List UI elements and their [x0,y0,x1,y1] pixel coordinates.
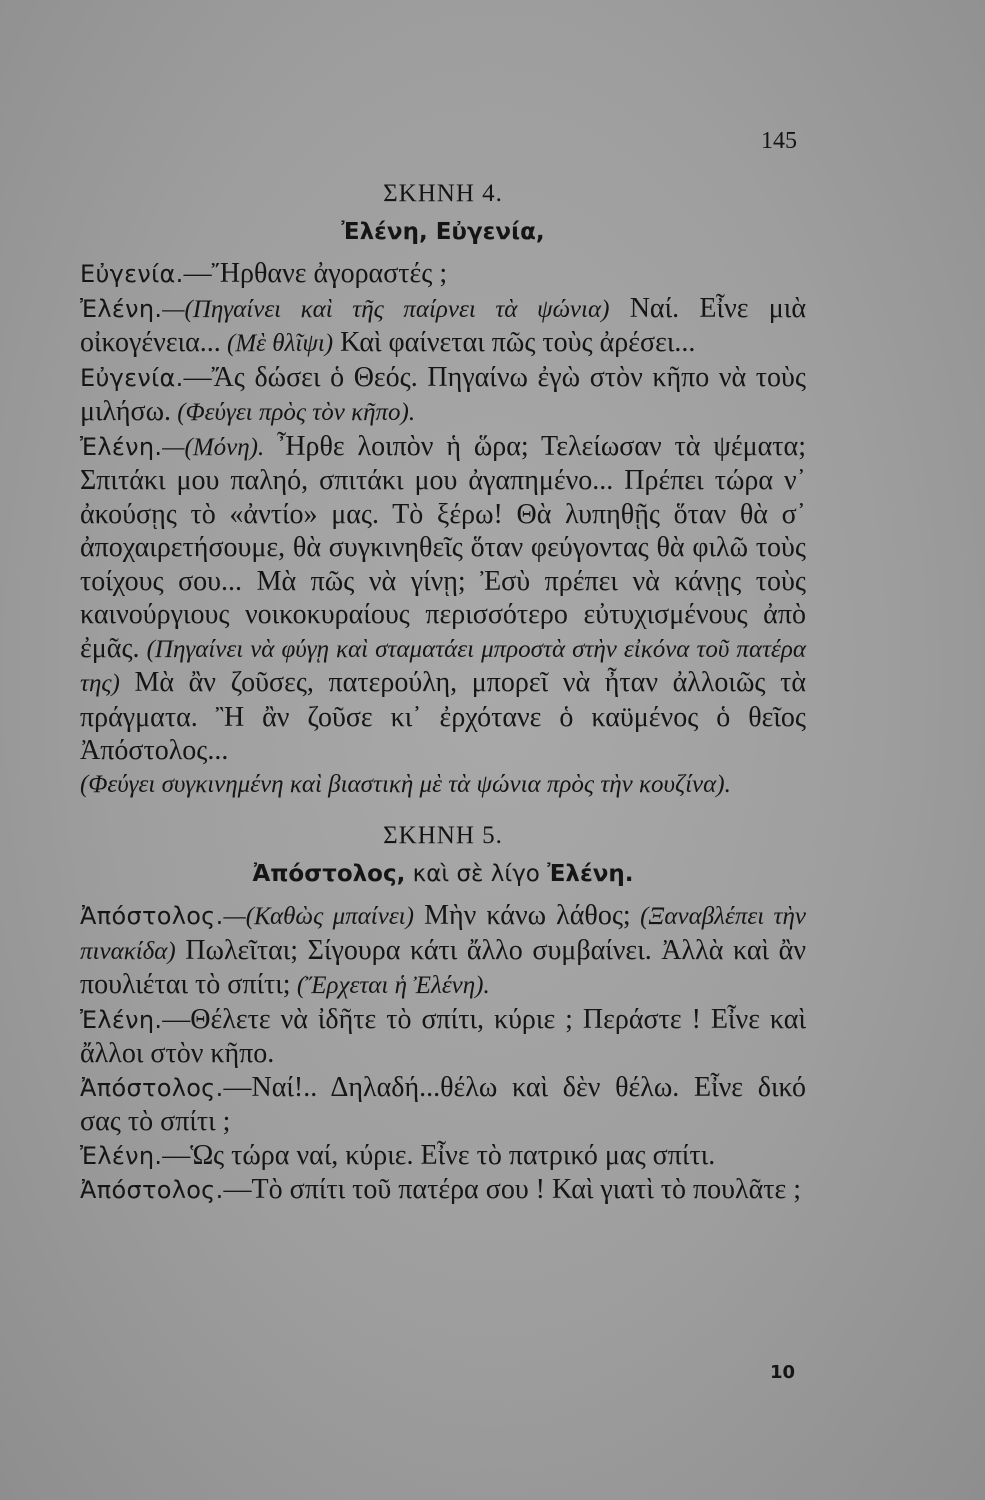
scene-4-title: ΣΚΗΝΗ 4. [383,180,503,207]
stage-direction: (Πηγαίνει νὰ φύγῃ καὶ σταματάει μπροστὰ στὴν εἰκόνα τοῦ πατέρα της) [80,635,806,697]
speaker-name: Εὐγενία. [80,260,184,288]
stage-direction: (Ἔρχεται ἡ Ἐλένη). [290,972,490,999]
stage-direction: —(Μόνη). [162,433,265,461]
stage-direction: —(Πηγαίνει καὶ τῆς παίρνει τὰ ψώνια) [162,295,610,323]
speaker-name: Ἀπόστολος. [80,902,224,930]
printer-signature-mark: 10 [769,1362,795,1383]
stage-direction: (Φεύγει συγκινημένη καὶ βιαστικὴ μὲ τὰ ψώνια πρὸς τὴν κουζίνα). [80,770,731,798]
speaker-name: Ἐλένη. [80,1141,163,1170]
dialogue-line [80,257,806,292]
dialogue-text: Πωλεῖται; Σίγουρα κάτι ἄλλο συμβαίνει. Ἀλλὰ καὶ ἂν πουλιέται τὸ σπίτι; [80,934,806,1000]
dialogue-line [80,361,806,430]
stage-direction: (Ξαναβλέπει τὴν πινακίδα) [80,903,806,965]
dialogue-line [80,899,806,1003]
dialogue-text: Ἦρθε λοιπὸν ἡ ὥρα; Τελείωσαν τὰ ψέματα; Σπιτάκι μου παληό, σπιτάκι μου ἀγαπημένο... Πρέπει τώρα ν᾽ ἀκούσῃς τὸ «ἀντίο» μας. Τὸ ξέρω! Θὰ λυπηθῇς ὅταν θὰ σ᾽ ἀποχαιρετήσουμε, θὰ συγκινηθεῖς ὅταν φεύγοντας θὰ φιλῶ τοὺς τοίχους σου... Μὰ πῶς νὰ γίνῃ; Ἐσὺ πρέπει νὰ κάνῃς τοὺς καινούργιους νοικοκυραίους περισσότερο εὐτυχισμένους ἀπὸ ἐμᾶς. [80,430,806,664]
dialogue-line [80,292,806,361]
dialogue-line [80,1173,806,1208]
scene-5-cast-end: Ἐλένη. [547,861,634,887]
dialogue-line [80,1003,806,1071]
stage-direction: (Φεύγει πρὸς τὸν κῆπο). [171,399,416,426]
scene-5-cast [80,855,806,893]
scene-4-cast-names: Ἐλένη, Εὐγενία, [341,219,545,245]
scene-5-cast-main: Ἀπόστολος, [252,861,406,887]
scene-4-cast [80,213,806,251]
dialogue-text: —Ἄς δώσει ὁ Θεός. Πηγαίνω ἐγὼ στὸν κῆπο νὰ τοὺς μιλήσω. [80,361,806,427]
dialogue-text: —Ναί!.. Δηλαδή...θέλω καὶ δὲν θέλω. Εἶνε δικό σας τὸ σπίτι ; [80,1071,806,1137]
speaker-name: Ἀπόστολος. [80,1073,224,1102]
speaker-name: Ἐλένη. [80,1005,163,1034]
dialogue-text: Μὴν κάνω λάθος; [413,900,631,931]
dialogue-text: Καὶ φαίνεται πῶς τοὺς ἀρέσει... [333,327,696,358]
dialogue-text: Ναί. Εἶνε μιὰ οἰκογένεια... [80,292,806,358]
scene-5-cast-connector: καὶ σὲ λίγο [405,861,548,887]
speaker-name: Ἀπόστολος. [80,1176,224,1204]
dialogue-line [80,430,806,802]
stage-direction: —(Καθὼς μπαίνει) [223,903,414,930]
dialogue-text: —Τὸ σπίτι τοῦ πατέρα σου ! Καὶ γιατὶ τὸ πουλᾶτε ; [223,1174,802,1205]
dialogue-text: —Θέλετε νὰ ἰδῆτε τὸ σπίτι, κύριε ; Περάστε ! Εἶνε καὶ ἄλλοι στὸν κῆπο. [80,1003,806,1069]
page-number: 145 [761,128,797,154]
dialogue-line [80,1139,806,1174]
dialogue-text: —Ὡς τώρα ναί, κύριε. Εἶνε τὸ πατρικό μας σπίτι. [162,1139,716,1171]
dialogue-text: —Ἤρθανε ἀγοραστές ; [183,258,448,289]
speaker-name: Ἐλένη. [80,432,163,461]
dialogue-line [80,1071,806,1139]
stage-direction: (Μὲ θλῖψι) [220,330,334,357]
page-content [80,175,806,1208]
speaker-name: Εὐγενία. [80,363,184,392]
dialogue-text: Μὰ ἂν ζοῦσες, πατερούλη, μπορεῖ νὰ ἦταν ἀλλοιῶς τὰ πράγματα. Ἢ ἂν ζοῦσε κι᾽ ἐρχότανε ὁ καϋμένος ὁ θεῖος Ἀπόστολος... [80,667,806,766]
speaker-name: Ἐλένη. [80,294,163,323]
scene-5-title: ΣΚΗΝΗ 5. [383,822,503,849]
